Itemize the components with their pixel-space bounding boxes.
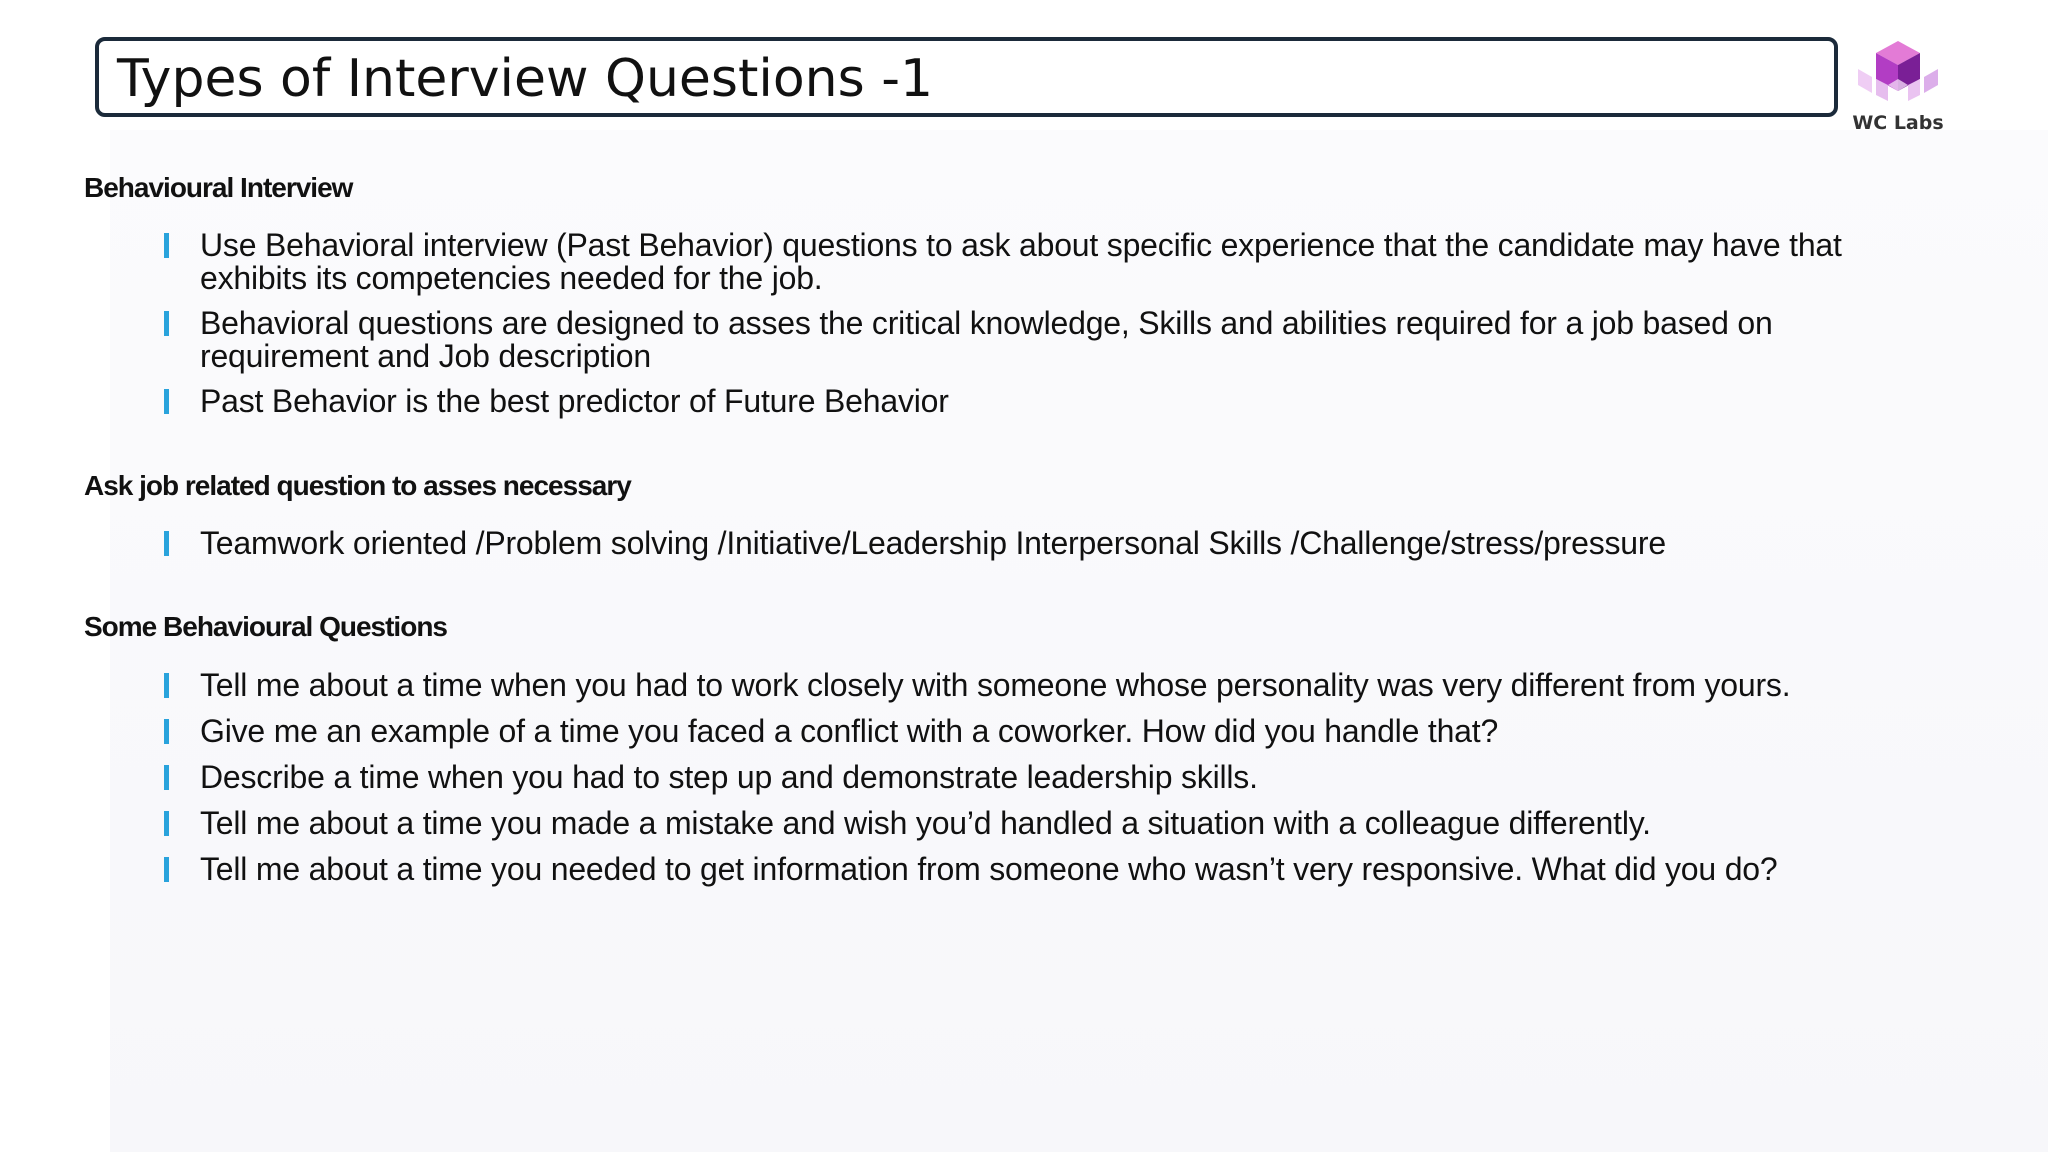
title-box xyxy=(95,37,1838,117)
bullet-list-behavioural-interview xyxy=(160,229,1900,418)
list-item: Past Behavior is the best predictor of Future Behavior xyxy=(160,385,1900,418)
bullet-bar-icon xyxy=(164,389,169,414)
bullet-bar-icon xyxy=(164,719,169,744)
slide-title: Types of Interview Questions -1 xyxy=(117,49,934,109)
bullet-bar-icon xyxy=(164,811,169,836)
list-item: Tell me about a time you needed to get information from someone who wasn’t very responsive. What did you do? xyxy=(160,853,1960,886)
section-heading-behavioural-interview: Behavioural Interview xyxy=(84,172,353,203)
bullet-bar-icon xyxy=(164,673,169,698)
bullet-bar-icon xyxy=(164,857,169,882)
list-item: Describe a time when you had to step up and demonstrate leadership skills. xyxy=(160,761,1960,794)
list-item: Teamwork oriented /Problem solving /Initiative/Leadership Interpersonal Skills /Challenge/stress/pressure xyxy=(160,527,1940,560)
list-item: Tell me about a time you made a mistake and wish you’d handled a situation with a colleague differently. xyxy=(160,807,1960,840)
bullet-list-behavioural-questions xyxy=(160,669,1960,886)
list-item: Give me an example of a time you faced a conflict with a coworker. How did you handle that? xyxy=(160,715,1960,748)
bullet-bar-icon xyxy=(164,765,169,790)
list-item: Use Behavioral interview (Past Behavior) questions to ask about specific experience that the candidate may have that exhibits its competencies needed for the job. xyxy=(160,229,1900,295)
bullet-list-job-related xyxy=(160,527,1940,560)
section-heading-behavioural-questions: Some Behavioural Questions xyxy=(84,611,447,642)
logo-text: WC Labs xyxy=(1852,112,1944,134)
list-item: Tell me about a time when you had to work closely with someone whose personality was very different from yours. xyxy=(160,669,1960,702)
section-heading-job-related: Ask job related question to asses necessary xyxy=(84,470,631,501)
bullet-bar-icon xyxy=(164,233,169,258)
list-item: Behavioral questions are designed to asses the critical knowledge, Skills and abilities required for a job based on requirement and Job description xyxy=(160,307,1920,373)
bullet-bar-icon xyxy=(164,311,169,336)
bullet-bar-icon xyxy=(164,531,169,556)
